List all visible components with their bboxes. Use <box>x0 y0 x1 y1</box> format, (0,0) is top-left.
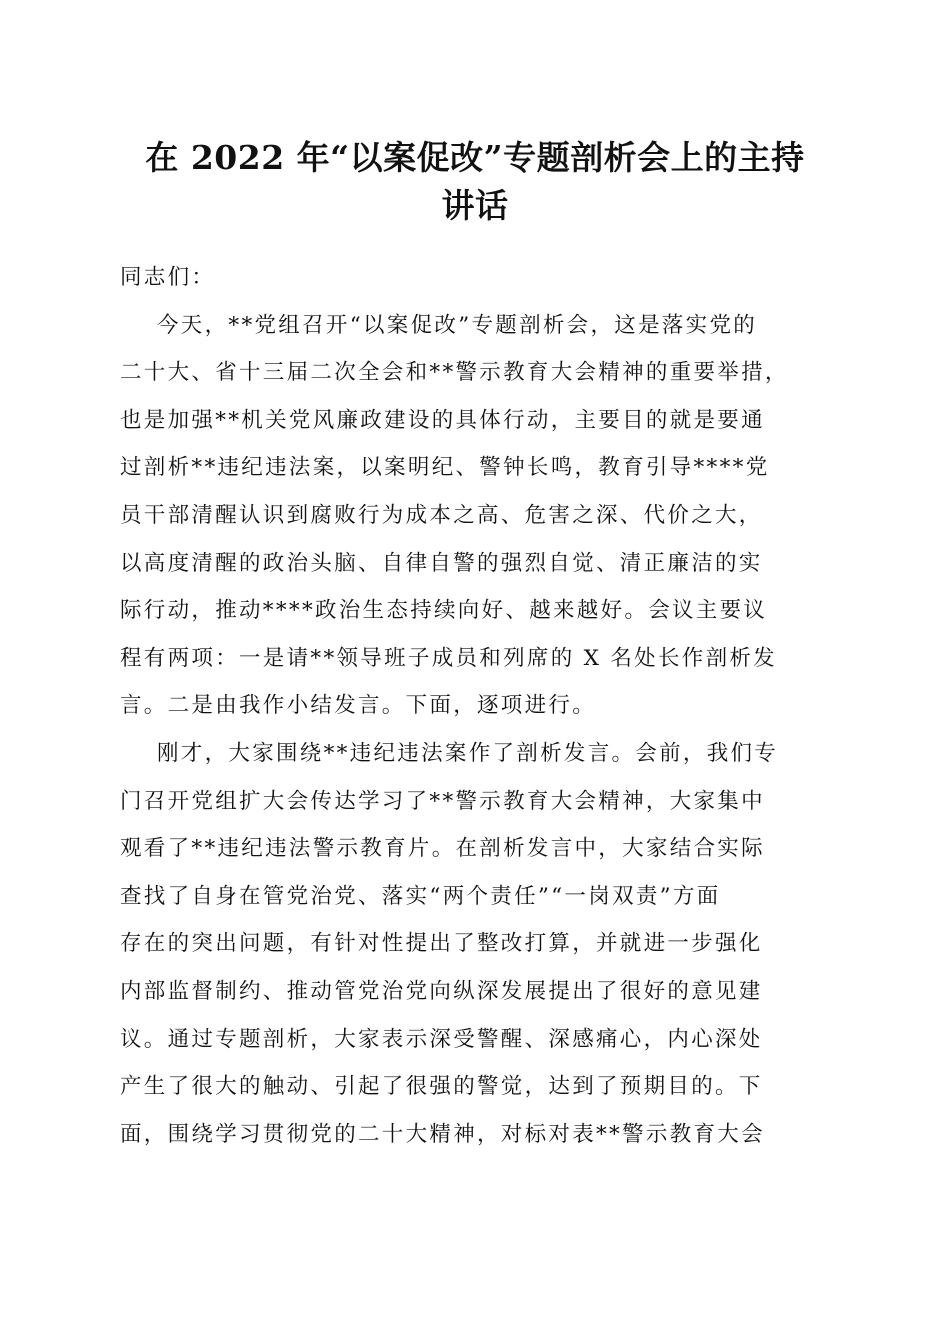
paragraph-line: 存在的突出问题，有针对性提出了整改打算，并就进一步强化 <box>120 931 763 957</box>
paragraph-line: 员干部清醒认识到腐败行为成本之高、危害之深、代价之大， <box>120 502 763 528</box>
paragraph-line: 今天，**党组召开“以案促改”专题剖析会，这是落实党的 <box>157 312 758 338</box>
paragraph-line: 二十大、省十三届二次全会和**警示教育大会精神的重要举措， <box>120 360 789 386</box>
title-line: 在 2022 年“以案促改”专题剖析会上的主持 <box>145 138 805 177</box>
paragraph-line: 际行动，推动****政治生态持续向好、越来越好。会议主要议 <box>120 598 768 624</box>
paragraph-line: 查找了自身在管党治党、落实“两个责任”“一岗双责”方面 <box>120 883 721 909</box>
paragraph-line: 观看了**违纪违法警示教育片。在剖析发言中，大家结合实际 <box>120 836 765 862</box>
paragraph-line: 程有两项：一是请**领导班子成员和列席的 X 名处长作剖析发 <box>120 645 777 671</box>
paragraph-line: 言。二是由我作小结发言。下面，逐项进行。 <box>120 693 597 719</box>
paragraph-1 <box>120 302 834 730</box>
paragraph-line: 也是加强**机关党风廉政建设的具体行动，主要目的就是要通 <box>120 407 765 433</box>
paragraph-line: 产生了很大的触动、引起了很强的警觉，达到了预期目的。下 <box>120 1074 763 1100</box>
salutation: 同志们： <box>120 265 216 290</box>
paragraph-line: 面，围绕学习贯彻党的二十大精神，对标对表**警示教育大会 <box>120 1121 765 1147</box>
paragraph-line: 门召开党组扩大会传达学习了**警示教育大会精神，大家集中 <box>120 788 765 814</box>
paragraph-2 <box>120 730 834 1158</box>
document-body <box>120 254 834 1158</box>
paragraph-line: 刚才，大家围绕**违纪违法案作了剖析发言。会前，我们专 <box>157 740 779 766</box>
paragraph-line: 以高度清醒的政治头脑、自律自警的强烈自觉、清正廉洁的实 <box>120 550 763 576</box>
paragraph-line: 议。通过专题剖析，大家表示深受警醒、深感痛心，内心深处 <box>120 1026 763 1052</box>
title-line: 讲话 <box>441 186 509 225</box>
paragraph-line: 内部监督制约、推动管党治党向纵深发展提出了很好的意见建 <box>120 978 763 1004</box>
paragraph-line: 过剖析**违纪违法案，以案明纪、警钟长鸣，教育引导****党 <box>120 455 770 481</box>
document-title <box>120 134 830 230</box>
